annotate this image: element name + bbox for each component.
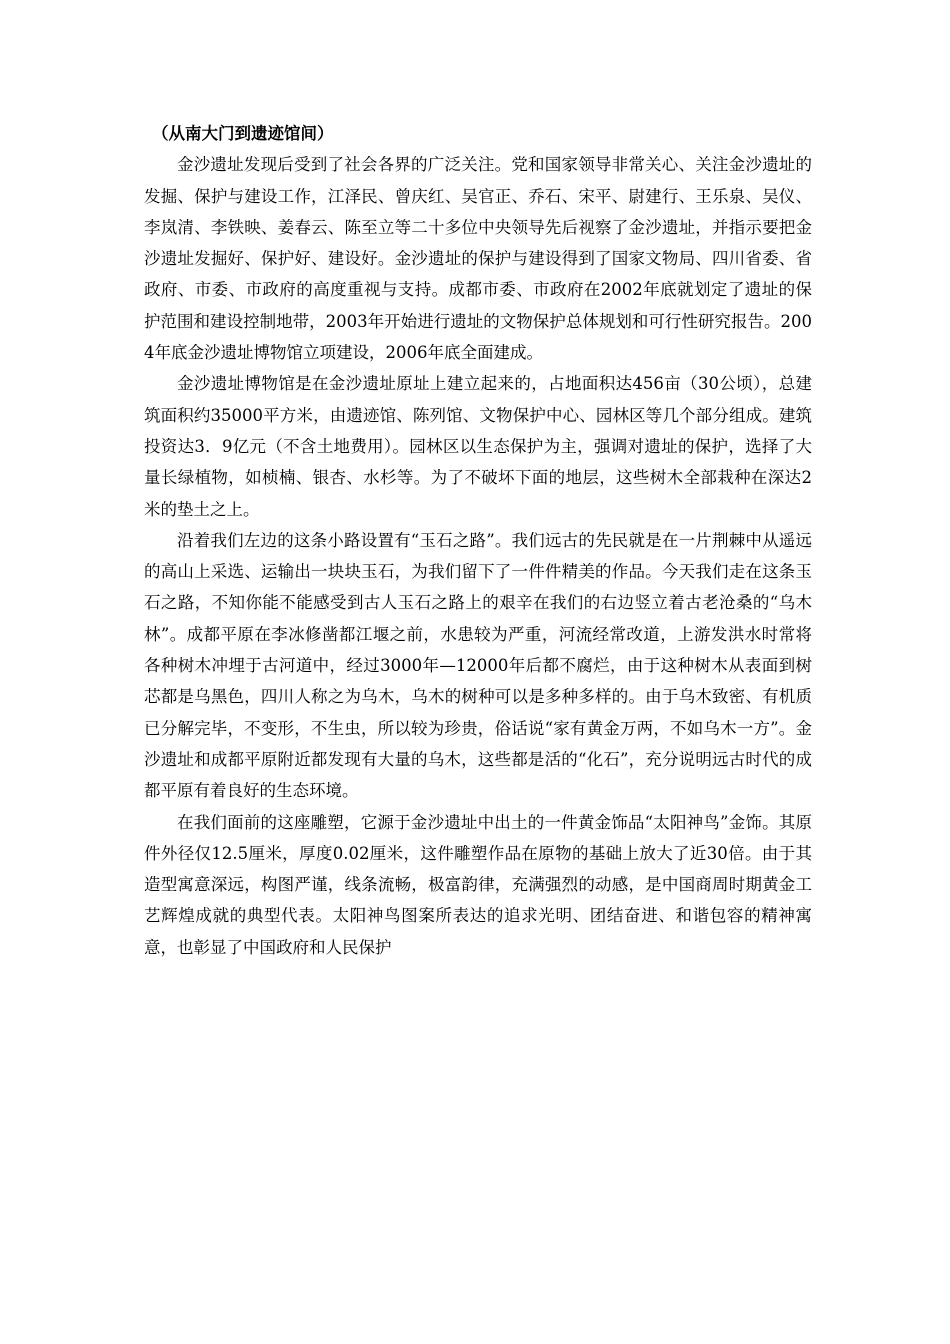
section-title: （从南大门到遗迹馆间）	[152, 124, 334, 143]
paragraph-sun-bird: 在我们面前的这座雕塑，它源于金沙遗址中出土的一件黄金饰品“太阳神鸟”金饰。其原件外径仅12.5厘米，厚度0.02厘米，这件雕塑作品在原物的基础上放大了近30倍。由于其造型寓意深远，构图严谨，线条流畅，极富韵律，充满强烈的动感，是中国商周时期黄金工艺辉煌成就的典型代表。太阳神鸟图案所表达的追求光明、团结奋进、和谐包容的精神寓意，也彰显了中国政府和人民保护	[144, 812, 812, 957]
paragraph-discovery: 金沙遗址发现后受到了社会各界的广泛关注。党和国家领导非常关心、关注金沙遗址的发掘、保护与建设工作，江泽民、曾庆红、吴官正、乔石、宋平、尉建行、王乐泉、吴仪、李岚清、李铁映、姜春云、陈至立等二十多位中央领导先后视察了金沙遗址，并指示要把金沙遗址发掘好、保护好、建设好。金沙遗址的保护与建设得到了国家文物局、四川省委、省政府、市委、市政府的高度重视与支持。成都市委、市政府在2002年底就划定了遗址的保护范围和建设控制地带，2003年开始进行遗址的文物保护总体规划和可行性研究报告。2004年底金沙遗址博物馆立项建设，2006年底全面建成。	[144, 155, 812, 363]
paragraph-museum: 金沙遗址博物馆是在金沙遗址原址上建立起来的，占地面积达456亩（30公顷），总建筑面积约35000平方米，由遗迹馆、陈列馆、文物保护中心、园林区等几个部分组成。建筑投资达3．9亿元（不含土地费用）。园林区以生态保护为主，强调对遗址的保护，选择了大量长绿植物，如桢楠、银杏、水杉等。为了不破坏下面的地层，这些树木全部栽种在深达2米的垫土之上。	[144, 374, 812, 519]
document-page	[144, 118, 812, 963]
paragraph-jade-road: 沿着我们左边的这条小路设置有“玉石之路”。我们远古的先民就是在一片荆棘中从遥远的高山上采选、运输出一块块玉石，为我们留下了一件件精美的作品。今天我们走在这条玉石之路，不知你能不能感受到古人玉石之路上的艰辛在我们的右边竖立着古老沧桑的“乌木林”。成都平原在李冰修凿都江堰之前，水患较为严重，河流经常改道，上游发洪水时常将各种树木冲埋于古河道中，经过3000年—12000年后都不腐烂，由于这种树木从表面到树芯都是乌黑色，四川人称之为乌木，乌木的树种可以是多种多样的。由于乌木致密、有机质已分解完毕，不变形，不生虫，所以较为珍贵，俗话说“家有黄金万两，不如乌木一方”。金沙遗址和成都平原附近都发现有大量的乌木，这些都是活的“化石”，充分说明远古时代的成都平原有着良好的生态环境。	[144, 530, 812, 801]
